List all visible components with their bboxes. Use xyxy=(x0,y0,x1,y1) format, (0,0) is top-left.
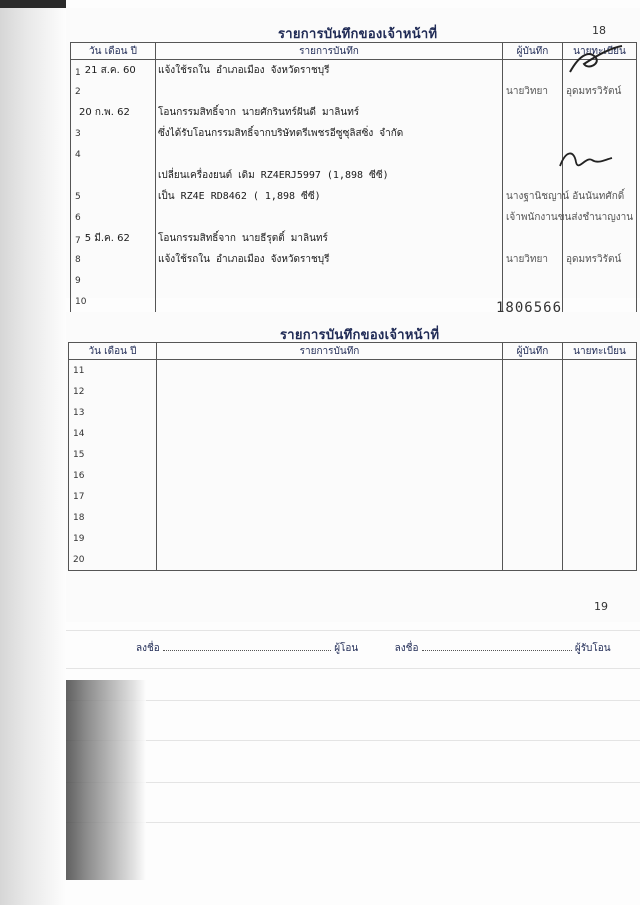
recorder-cell xyxy=(503,165,563,186)
date-cell xyxy=(71,102,156,123)
header-date: วัน เดือน ปี xyxy=(71,43,156,60)
registrar-cell xyxy=(563,291,637,313)
header-date: วัน เดือน ปี xyxy=(69,343,157,360)
date-cell xyxy=(71,270,156,291)
date-cell xyxy=(71,60,156,82)
signature-line xyxy=(136,641,640,656)
registrar-cell xyxy=(563,423,637,444)
row-number: 10 xyxy=(75,297,87,307)
entry-cell xyxy=(156,144,503,165)
recorder-cell xyxy=(503,60,563,82)
row-number: 4 xyxy=(75,150,81,160)
row-date: 20 ก.พ. 62 xyxy=(79,107,130,118)
registrar-cell xyxy=(563,465,637,486)
row-number: 19 xyxy=(73,534,85,544)
registrar-cell xyxy=(563,102,637,123)
row-number: 7 xyxy=(75,236,81,246)
entry-cell xyxy=(156,270,503,291)
table-row xyxy=(69,402,637,423)
sign-label-transferee: ลงชื่อ xyxy=(394,643,419,654)
divider xyxy=(66,630,640,631)
transferee-label: ผู้รับโอน xyxy=(574,643,611,654)
date-cell xyxy=(69,360,157,382)
date-cell xyxy=(71,228,156,249)
registrar-cell xyxy=(563,360,637,382)
table-row xyxy=(69,549,637,571)
row-number: 11 xyxy=(73,366,85,376)
registrar-cell xyxy=(563,381,637,402)
date-cell xyxy=(69,486,157,507)
recorder-cell xyxy=(503,123,563,144)
row-number: 1 xyxy=(75,68,81,78)
registrar-cell xyxy=(563,270,637,291)
entry-cell: เป็น RZ4E RD8462 ( 1,898 ซีซี) xyxy=(156,186,503,207)
table-row xyxy=(69,486,637,507)
registrar-cell xyxy=(563,507,637,528)
entry-cell xyxy=(157,360,503,382)
date-cell xyxy=(69,402,157,423)
date-cell xyxy=(69,423,157,444)
recorder-cell xyxy=(503,486,563,507)
date-cell xyxy=(69,507,157,528)
recorder-cell xyxy=(503,270,563,291)
row-date: 5 มี.ค. 62 xyxy=(84,233,130,244)
table-row xyxy=(69,507,637,528)
date-cell xyxy=(69,444,157,465)
table-row xyxy=(71,144,637,165)
date-cell xyxy=(71,186,156,207)
table-row xyxy=(71,165,637,186)
entry-cell xyxy=(157,444,503,465)
transferor-signature-field xyxy=(163,650,331,651)
row-number: 2 xyxy=(75,87,81,97)
row-number: 17 xyxy=(73,492,85,502)
table-row xyxy=(71,123,637,144)
date-cell xyxy=(71,291,156,313)
divider xyxy=(66,700,640,701)
entry-cell xyxy=(156,81,503,102)
row-number: 16 xyxy=(73,471,85,481)
entry-cell: ซึ่งได้รับโอนกรรมสิทธิ์จากบริษัทตรีเพชรอีซูซุลิสซิ่ง จำกัด xyxy=(156,123,503,144)
header-entry: รายการบันทึก xyxy=(156,43,503,60)
registrar-cell xyxy=(563,486,637,507)
row-number: 6 xyxy=(75,213,81,223)
recorder-cell: เจ้าพนักงานขนส่งชำนาญงาน xyxy=(503,207,563,228)
recorder-cell xyxy=(503,381,563,402)
entry-cell xyxy=(157,465,503,486)
recorder-cell: นายวิทยา xyxy=(503,81,563,102)
row-number: 5 xyxy=(75,192,81,202)
entry-cell: แจ้งใช้รถใน อำเภอเมือง จังหวัดราชบุรี xyxy=(156,60,503,82)
officer-record-table xyxy=(68,342,637,571)
page-title: รายการบันทึกของเจ้าหน้าที่ xyxy=(280,328,440,343)
header-recorder: ผู้บันทึก xyxy=(503,343,563,360)
date-cell xyxy=(71,123,156,144)
row-number: 14 xyxy=(73,429,85,439)
recorder-cell xyxy=(503,144,563,165)
table-header-row xyxy=(71,43,637,60)
header-recorder: ผู้บันทึก xyxy=(503,43,563,60)
recorder-cell: นางฐานิชญาน์ อันนันทศักดิ์ xyxy=(503,186,563,207)
entry-cell: โอนกรรมสิทธิ์จาก นายธีรุตติ์ มาลินทร์ xyxy=(156,228,503,249)
entry-cell: โอนกรรมสิทธิ์จาก นายศักรินทร์ฝันดี มาลินทร์ xyxy=(156,102,503,123)
recorder-cell xyxy=(503,528,563,549)
recorder-cell xyxy=(503,444,563,465)
row-number: 3 xyxy=(75,129,81,139)
registrar-cell xyxy=(563,528,637,549)
entry-cell xyxy=(157,381,503,402)
row-number xyxy=(71,110,79,120)
table-row xyxy=(69,381,637,402)
header-entry: รายการบันทึก xyxy=(157,343,503,360)
recorder-cell: นายวิทยา xyxy=(503,249,563,270)
date-cell xyxy=(69,465,157,486)
entry-cell xyxy=(157,528,503,549)
header-registrar: นายทะเบียน xyxy=(563,343,637,360)
recorder-cell xyxy=(503,549,563,571)
table-row xyxy=(71,60,637,82)
divider xyxy=(66,782,640,783)
date-cell xyxy=(71,165,156,186)
recorder-cell xyxy=(503,228,563,249)
divider xyxy=(66,740,640,741)
page-title: รายการบันทึกของเจ้าหน้าที่ xyxy=(278,27,438,42)
scan-fold-shadow xyxy=(66,680,146,880)
table-row xyxy=(69,444,637,465)
officer-record-table xyxy=(70,42,637,313)
divider xyxy=(66,668,640,669)
recorder-cell xyxy=(503,507,563,528)
date-cell xyxy=(69,549,157,571)
row-number: 8 xyxy=(75,255,81,265)
recorder-signature xyxy=(556,146,616,176)
entry-cell: เปลี่ยนเครื่องยนต์ เดิม RZ4ERJ5997 (1,898 ซีซี) xyxy=(156,165,503,186)
date-cell xyxy=(71,207,156,228)
table-row xyxy=(69,528,637,549)
registrar-cell xyxy=(563,123,637,144)
transferor-label: ผู้โอน xyxy=(334,643,359,654)
entry-cell xyxy=(156,207,503,228)
date-cell xyxy=(71,81,156,102)
row-number: 18 xyxy=(73,513,85,523)
table-row xyxy=(71,102,637,123)
page-18 xyxy=(66,8,640,307)
recorder-cell xyxy=(503,465,563,486)
recorder-cell xyxy=(503,423,563,444)
registrar-cell: อุดมทรวิรัตน์ xyxy=(563,249,637,270)
row-number: 9 xyxy=(75,276,81,286)
row-number: 12 xyxy=(73,387,85,397)
registrar-cell xyxy=(563,402,637,423)
table-row xyxy=(71,186,637,207)
header-registrar: นายทะเบียน xyxy=(563,43,637,60)
row-number xyxy=(71,171,79,181)
date-cell xyxy=(71,249,156,270)
scan-left-shadow xyxy=(0,0,66,905)
table-row xyxy=(71,228,637,249)
row-date: 21 ส.ค. 60 xyxy=(84,65,136,76)
table-row xyxy=(71,207,637,228)
registrar-cell xyxy=(563,549,637,571)
recorder-cell xyxy=(503,360,563,382)
table-header-row xyxy=(69,343,637,360)
registrar-signature-1 xyxy=(566,44,626,78)
recorder-cell xyxy=(503,402,563,423)
entry-cell xyxy=(157,423,503,444)
date-cell xyxy=(71,144,156,165)
recorder-cell xyxy=(503,102,563,123)
serial-number: 1806566 xyxy=(496,300,563,316)
row-number: 13 xyxy=(73,408,85,418)
date-cell xyxy=(69,381,157,402)
table-row xyxy=(69,360,637,382)
table-row xyxy=(71,270,637,291)
scan-top-edge xyxy=(0,0,66,8)
table-row xyxy=(71,249,637,270)
page-number: 18 xyxy=(592,24,606,37)
registrar-cell xyxy=(563,444,637,465)
date-cell xyxy=(69,528,157,549)
registrar-cell xyxy=(563,228,637,249)
entry-cell xyxy=(157,507,503,528)
entry-cell xyxy=(157,402,503,423)
table-row xyxy=(69,465,637,486)
entry-cell xyxy=(156,291,503,313)
page-number: 19 xyxy=(594,600,608,613)
entry-cell: แจ้งใช้รถใน อำเภอเมือง จังหวัดราชบุรี xyxy=(156,249,503,270)
entry-cell xyxy=(157,549,503,571)
registrar-cell: อุดมทรวิรัตน์ xyxy=(563,81,637,102)
transferee-signature-field xyxy=(422,650,572,651)
row-number: 15 xyxy=(73,450,85,460)
divider xyxy=(66,822,640,823)
table-row xyxy=(69,423,637,444)
entry-cell xyxy=(157,486,503,507)
row-number: 20 xyxy=(73,555,85,565)
sign-label-transferor: ลงชื่อ xyxy=(136,643,160,654)
table-row xyxy=(71,81,637,102)
